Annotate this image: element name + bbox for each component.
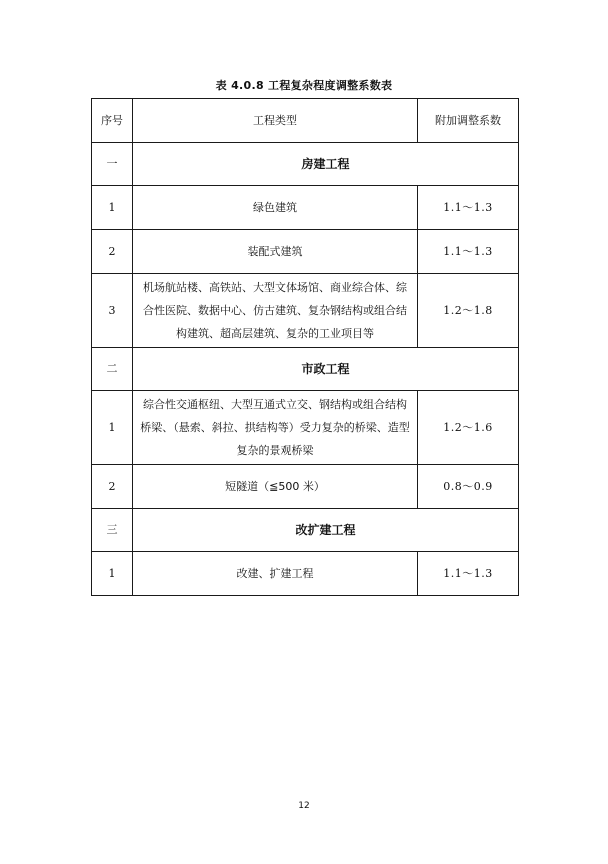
row-coefficient: 1.1～1.3 (418, 552, 519, 596)
complexity-coefficient-table (91, 98, 519, 596)
row-number: 3 (92, 274, 133, 348)
table-row (92, 391, 519, 465)
row-coefficient: 0.8～0.9 (418, 465, 519, 509)
table-row (92, 186, 519, 230)
section-number: 三 (92, 509, 133, 552)
row-coefficient: 1.1～1.3 (418, 186, 519, 230)
section-title: 房建工程 (133, 143, 519, 186)
row-type: 改建、扩建工程 (133, 552, 418, 596)
row-number: 2 (92, 465, 133, 509)
section-title: 改扩建工程 (133, 509, 519, 552)
row-coefficient: 1.2～1.6 (418, 391, 519, 465)
row-type: 综合性交通枢纽、大型互通式立交、钢结构或组合结构桥梁、（悬索、斜拉、拱结构等）受力复杂的桥梁、造型复杂的景观桥梁 (133, 391, 418, 465)
section-number: 二 (92, 348, 133, 391)
row-coefficient: 1.1～1.3 (418, 230, 519, 274)
row-type: 机场航站楼、高铁站、大型文体场馆、商业综合体、综合性医院、数据中心、仿古建筑、复杂钢结构或组合结构建筑、超高层建筑、复杂的工业项目等 (133, 274, 418, 348)
header-coef: 附加调整系数 (418, 99, 519, 143)
table-row (92, 274, 519, 348)
row-type: 装配式建筑 (133, 230, 418, 274)
table-caption: 表 4.0.8 工程复杂程度调整系数表 (215, 79, 393, 92)
section-row-building (92, 143, 519, 186)
table-header-row (92, 99, 519, 143)
page-number: 12 (298, 801, 310, 811)
section-row-renovation (92, 509, 519, 552)
row-coefficient: 1.2～1.8 (418, 274, 519, 348)
row-number: 2 (92, 230, 133, 274)
section-title: 市政工程 (133, 348, 519, 391)
section-number: 一 (92, 143, 133, 186)
table-row (92, 465, 519, 509)
header-type: 工程类型 (133, 99, 418, 143)
row-number: 1 (92, 552, 133, 596)
row-type: 绿色建筑 (133, 186, 418, 230)
row-type: 短隧道（≦500 米） (133, 465, 418, 509)
section-row-municipal (92, 348, 519, 391)
row-number: 1 (92, 186, 133, 230)
header-no: 序号 (92, 99, 133, 143)
table-row (92, 552, 519, 596)
table-row (92, 230, 519, 274)
row-number: 1 (92, 391, 133, 465)
